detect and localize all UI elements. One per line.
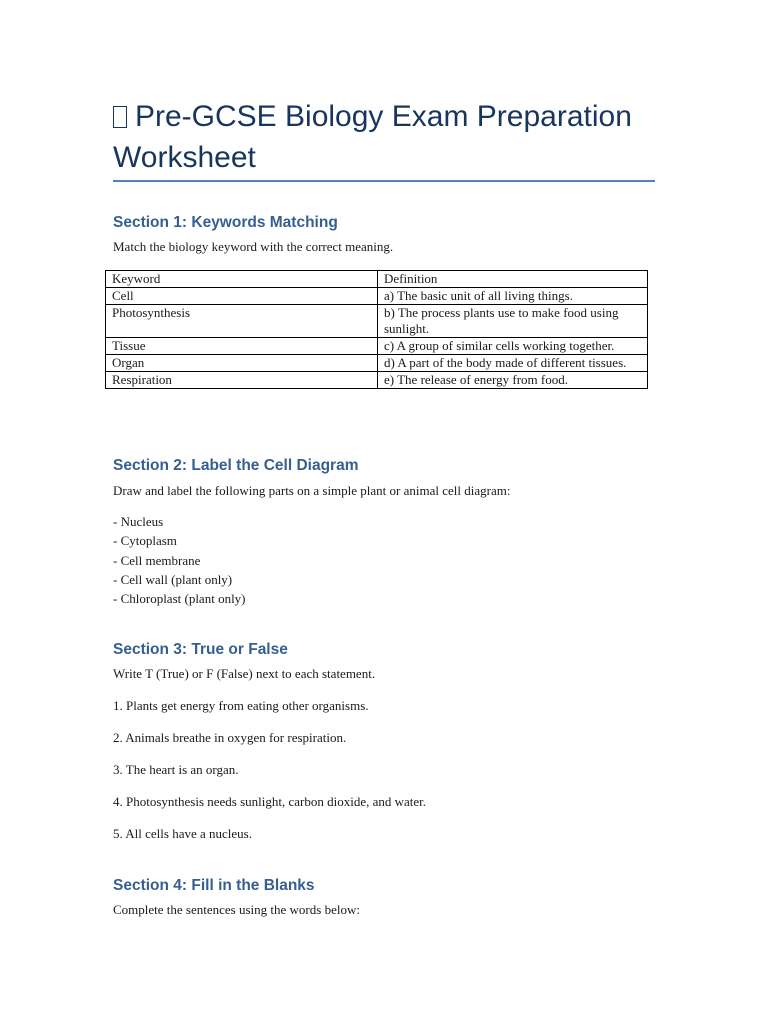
section-4-heading: Section 4: Fill in the Blanks: [113, 877, 315, 894]
table-cell-keyword: Tissue: [106, 338, 378, 355]
table-row: [106, 288, 648, 305]
table-cell-definition: b) The process plants use to make food using sunlight.: [378, 305, 648, 338]
section-1-heading: Section 1: Keywords Matching: [113, 214, 338, 231]
page-title: [113, 96, 655, 178]
missing-glyph-icon: [113, 106, 127, 128]
table-cell-keyword: Organ: [106, 355, 378, 372]
table-header-row: [106, 271, 648, 288]
table-row: [106, 355, 648, 372]
table-cell-definition: a) The basic unit of all living things.: [378, 288, 648, 305]
title-underline: [113, 180, 655, 182]
list-item: - Cytoplasm: [113, 533, 177, 549]
table-cell-keyword: Respiration: [106, 372, 378, 389]
true-false-statement: 5. All cells have a nucleus.: [113, 826, 252, 841]
list-item: - Cell wall (plant only): [113, 571, 233, 587]
table-row: [106, 338, 648, 355]
page-title-text: Pre-GCSE Biology Exam Preparation Worksheet: [113, 100, 632, 174]
table-header-keyword: Keyword: [106, 271, 378, 288]
true-false-statement: 2. Animals breathe in oxygen for respiration.: [113, 730, 347, 745]
true-false-statement: 4. Photosynthesis needs sunlight, carbon dioxide, and water.: [113, 794, 427, 809]
table-cell-definition: d) A part of the body made of different tissues.: [378, 355, 648, 372]
table-cell-keyword: Cell: [106, 288, 378, 305]
table-row: [106, 305, 648, 338]
true-false-statement: 3. The heart is an organ.: [113, 762, 239, 777]
table-row: [106, 372, 648, 389]
list-item: - Nucleus: [113, 514, 164, 529]
true-false-statement: 1. Plants get energy from eating other organisms.: [113, 698, 369, 713]
section-1-instruction: Match the biology keyword with the correct meaning.: [113, 239, 394, 254]
table-cell-definition: e) The release of energy from food.: [378, 372, 648, 389]
table-cell-definition: c) A group of similar cells working together.: [378, 338, 648, 355]
section-2-heading: Section 2: Label the Cell Diagram: [113, 457, 359, 474]
section-4-instruction: Complete the sentences using the words below:: [113, 902, 360, 917]
section-2-instruction: Draw and label the following parts on a simple plant or animal cell diagram:: [113, 483, 511, 498]
list-item: - Cell membrane: [113, 552, 201, 568]
table-header-definition: Definition: [378, 271, 648, 288]
section-3-heading: Section 3: True or False: [113, 641, 288, 658]
section-3-instruction: Write T (True) or F (False) next to each statement.: [113, 666, 376, 681]
table-cell-keyword: Photosynthesis: [106, 305, 378, 338]
cell-parts-list: [113, 512, 246, 608]
list-item: - Chloroplast (plant only): [113, 591, 246, 607]
keywords-table: [105, 270, 648, 389]
